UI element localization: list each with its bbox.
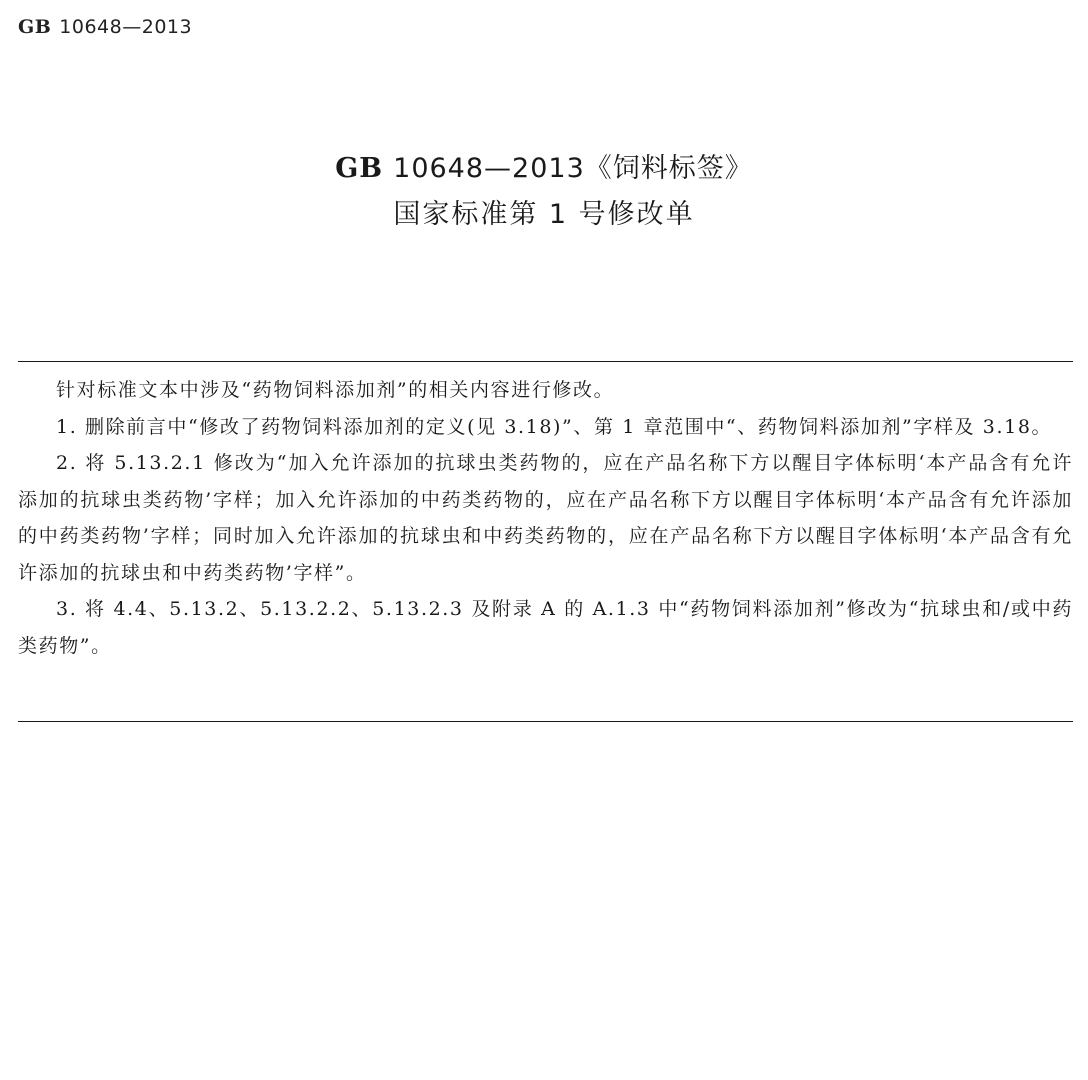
title-line-1 — [0, 150, 1088, 188]
bottom-divider — [18, 721, 1073, 722]
amendment-item-2: 2. 将 5.13.2.1 修改为“加入允许添加的抗球虫类药物的，应在产品名称下方以醒目字体标明‘本产品含有允许添加的抗球虫类药物’字样；加入允许添加的中药类药物的，应在产品名称下方以醒目字体标明‘本产品含有允许添加的中药类药物’字样；同时加入允许添加的抗球虫和中药类药物的，应在产品名称下方以醒目字体标明‘本产品含有允许添加的抗球虫和中药类药物’字样”。 — [18, 452, 1073, 584]
amendment-item-1: 1. 删除前言中“修改了药物饲料添加剂的定义(见 3.18)”、第 1 章范围中“、药物饲料添加剂”字样及 3.18。 — [56, 415, 1053, 438]
amendment-body — [18, 372, 1073, 664]
header-code-prefix: GB — [18, 16, 52, 38]
amendment-item-3: 3. 将 4.4、5.13.2、5.13.2.2、5.13.2.3 及附录 A 的 A.1.3 中“药物饲料添加剂”修改为“抗球虫和/或中药类药物”。 — [18, 598, 1073, 657]
title-line-2: 国家标准第 1 号修改单 — [393, 199, 695, 230]
document-title — [0, 150, 1088, 234]
header-code-number: 10648—2013 — [59, 16, 193, 38]
title-standard-name: 10648—2013《饲料标签》 — [393, 153, 753, 184]
intro-paragraph: 针对标准文本中涉及“药物饲料添加剂”的相关内容进行修改。 — [56, 379, 615, 401]
top-divider — [18, 361, 1073, 362]
title-code-prefix: GB — [335, 153, 384, 184]
page-header — [18, 16, 192, 38]
